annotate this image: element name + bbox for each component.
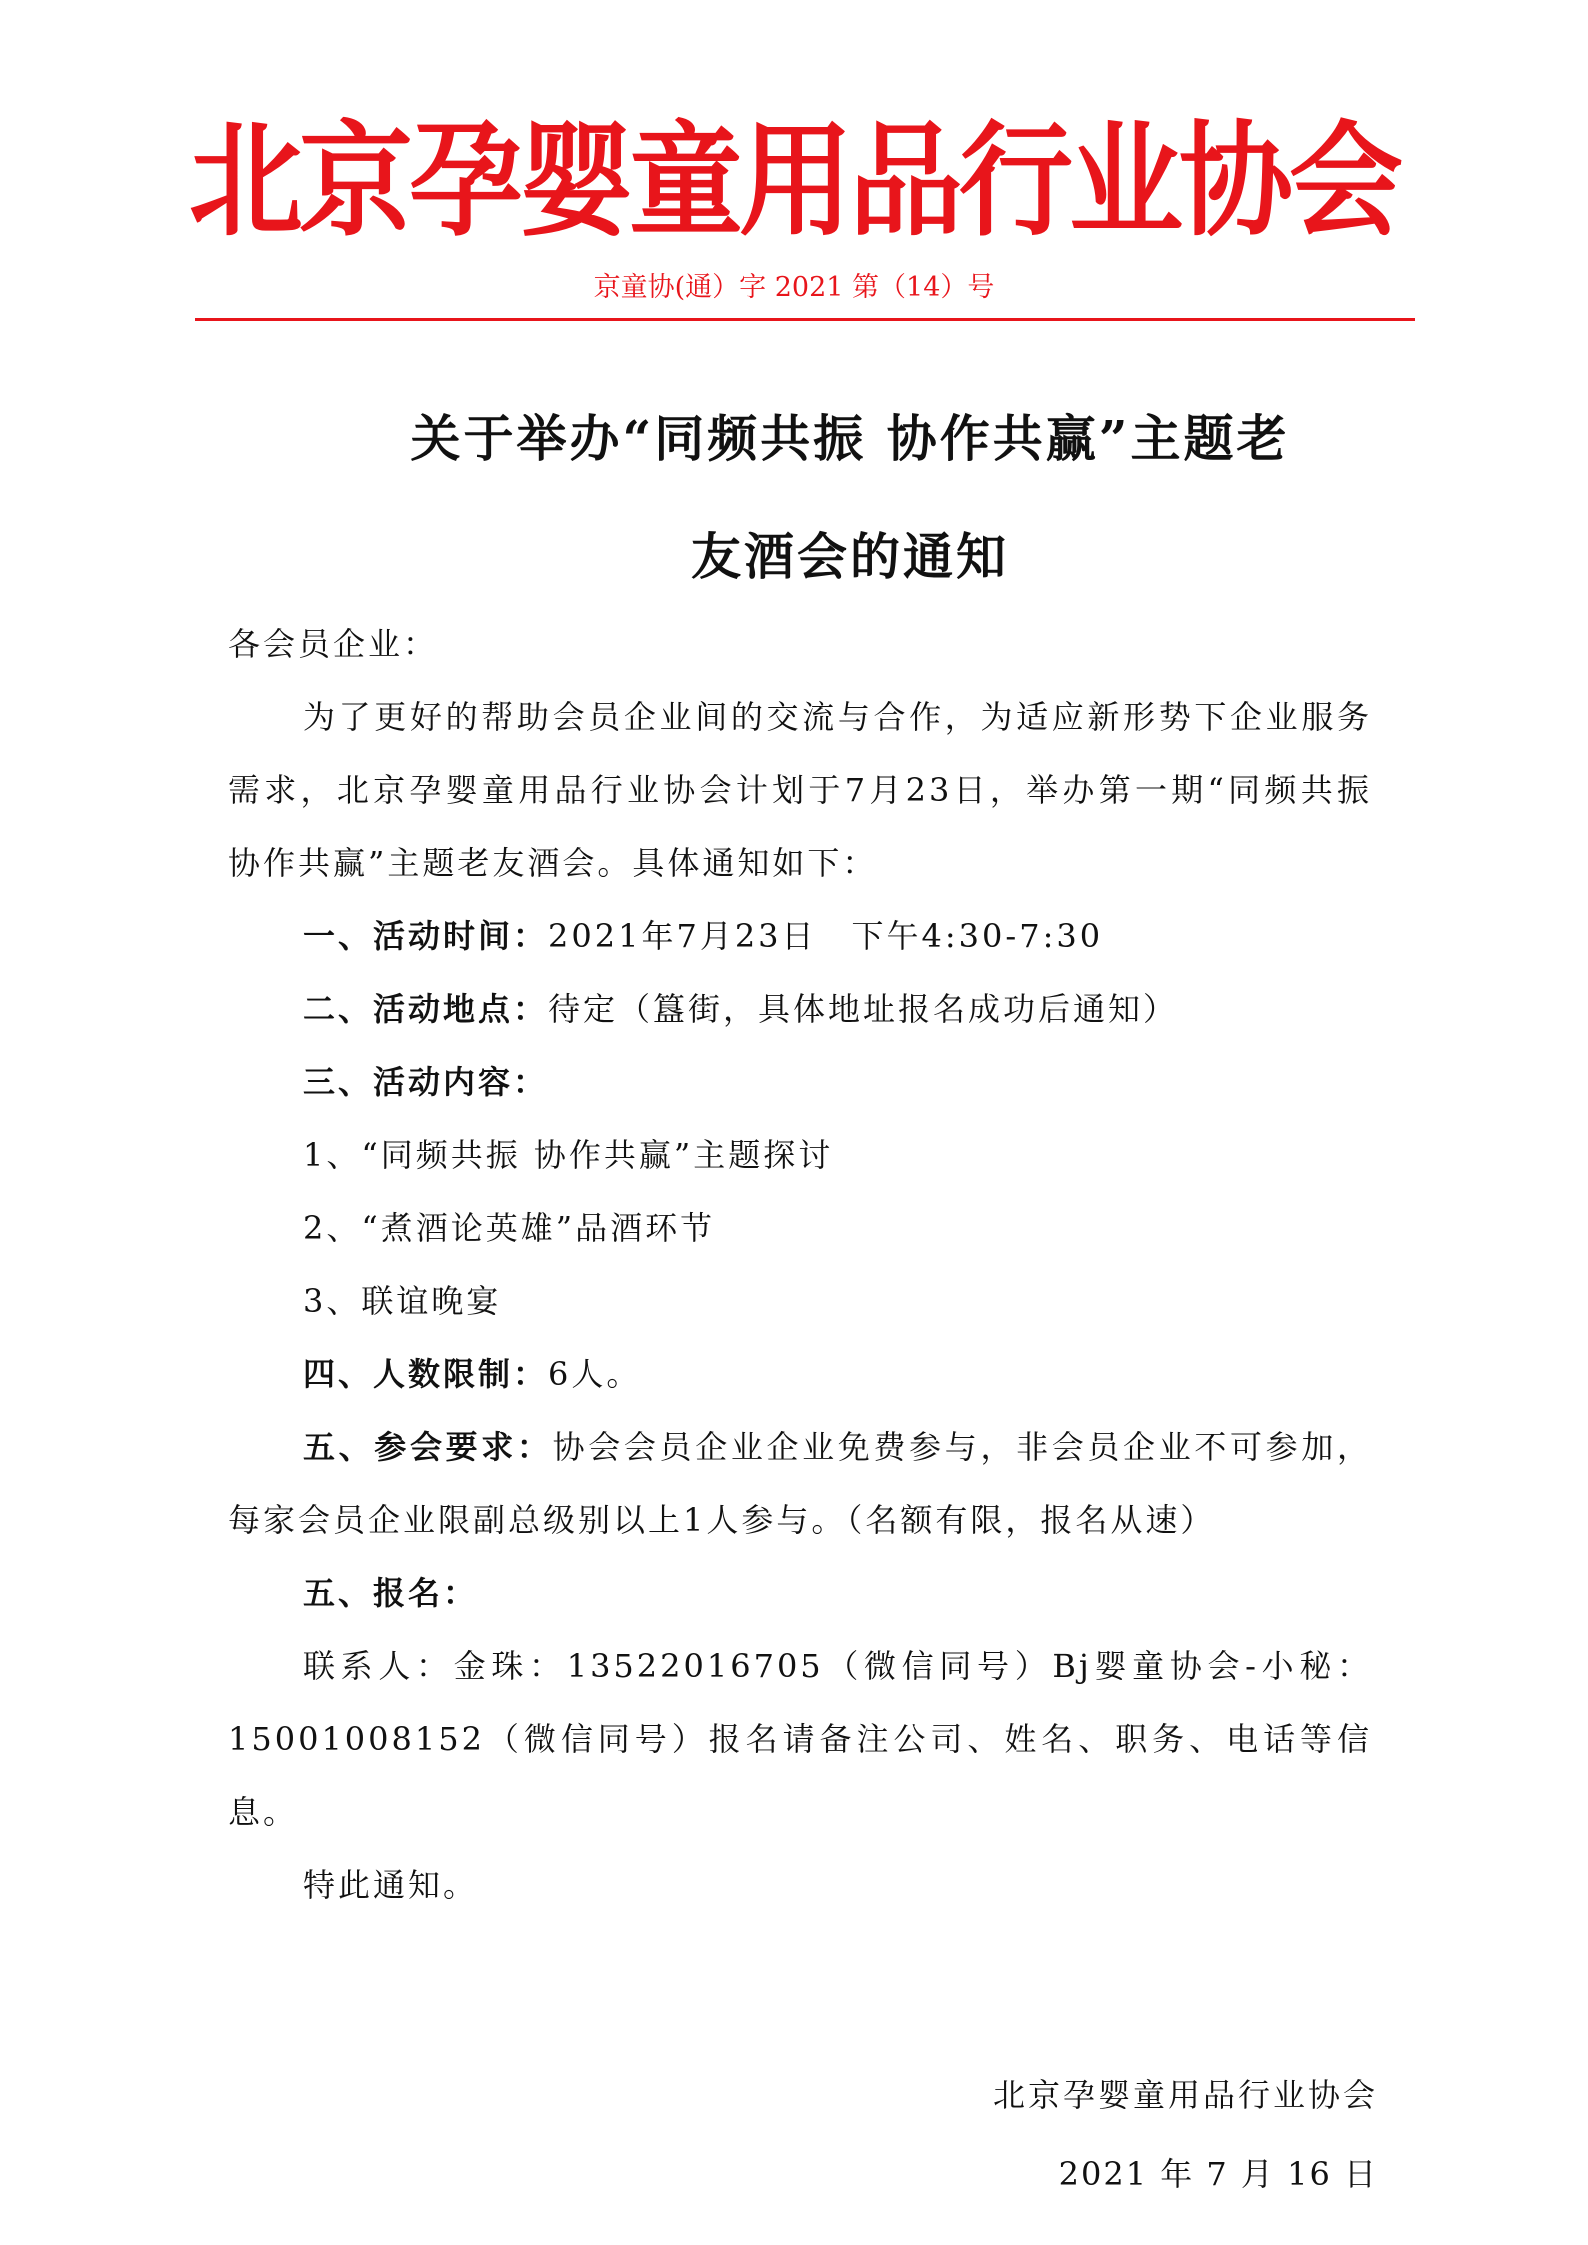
document-number: 京童协(通）字 2021 第（14）号 bbox=[593, 272, 995, 303]
event-content-item: 1、“同频共振 协作共赢”主题探讨 bbox=[303, 1136, 834, 1174]
signature-date: 2021 年 7 月 16 日 bbox=[1058, 2155, 1378, 2193]
signature-org: 北京孕婴童用品行业协会 bbox=[992, 2076, 1378, 2114]
notice-title-line-1: 关于举办“同频共振 协作共赢”主题老 bbox=[410, 409, 1290, 468]
notice-title bbox=[320, 380, 1380, 616]
signup-label: 五、报名： bbox=[303, 1574, 479, 1612]
letterhead-org-name: 北京孕婴童用品行业协会 bbox=[188, 109, 1399, 253]
attendance-requirement-label: 五、参会要求： bbox=[303, 1428, 553, 1466]
closing-line: 特此通知。 bbox=[303, 1866, 479, 1904]
notice-title-line-2: 友酒会的通知 bbox=[691, 527, 1009, 586]
event-place bbox=[228, 973, 1372, 1046]
attendee-limit bbox=[228, 1338, 1372, 1411]
event-time bbox=[228, 900, 1372, 973]
attendance-requirement-value: 协会会员企业企业免费参与，非会员企业不可参加，每家会员企业限副总级别以上1人参与。（名额有限，报名从速） bbox=[228, 1428, 1372, 1539]
intro-paragraph: 为了更好的帮助会员企业间的交流与合作，为适应新形势下企业服务需求，北京孕婴童用品行业协会计划于7月23日，举办第一期“同频共振 协作共赢”主题老友酒会。具体通知如下： bbox=[228, 698, 1372, 882]
event-content-item: 3、联谊晚宴 bbox=[303, 1282, 502, 1320]
salutation: 各会员企业： bbox=[228, 625, 439, 663]
event-place-label: 二、活动地点： bbox=[303, 990, 549, 1028]
attendee-limit-label: 四、人数限制： bbox=[303, 1355, 549, 1393]
attendance-requirement bbox=[228, 1411, 1372, 1557]
letterhead-divider bbox=[195, 318, 1415, 321]
contact-info: 联系人：金珠：13522016705（微信同号）Bj婴童协会-小秘：15001008152（微信同号）报名请备注公司、姓名、职务、电话等信息。 bbox=[228, 1647, 1372, 1831]
event-content-label: 三、活动内容： bbox=[303, 1063, 549, 1101]
event-place-value: 待定（簋街，具体地址报名成功后通知） bbox=[548, 990, 1179, 1028]
event-content-item: 2、“煮酒论英雄”品酒环节 bbox=[303, 1209, 716, 1247]
event-time-label: 一、活动时间： bbox=[303, 917, 549, 955]
attendee-limit-value: 6人。 bbox=[548, 1355, 642, 1393]
event-time-value: 2021年7月23日 下午4:30-7:30 bbox=[548, 917, 1104, 955]
notice-body bbox=[228, 608, 1372, 1922]
